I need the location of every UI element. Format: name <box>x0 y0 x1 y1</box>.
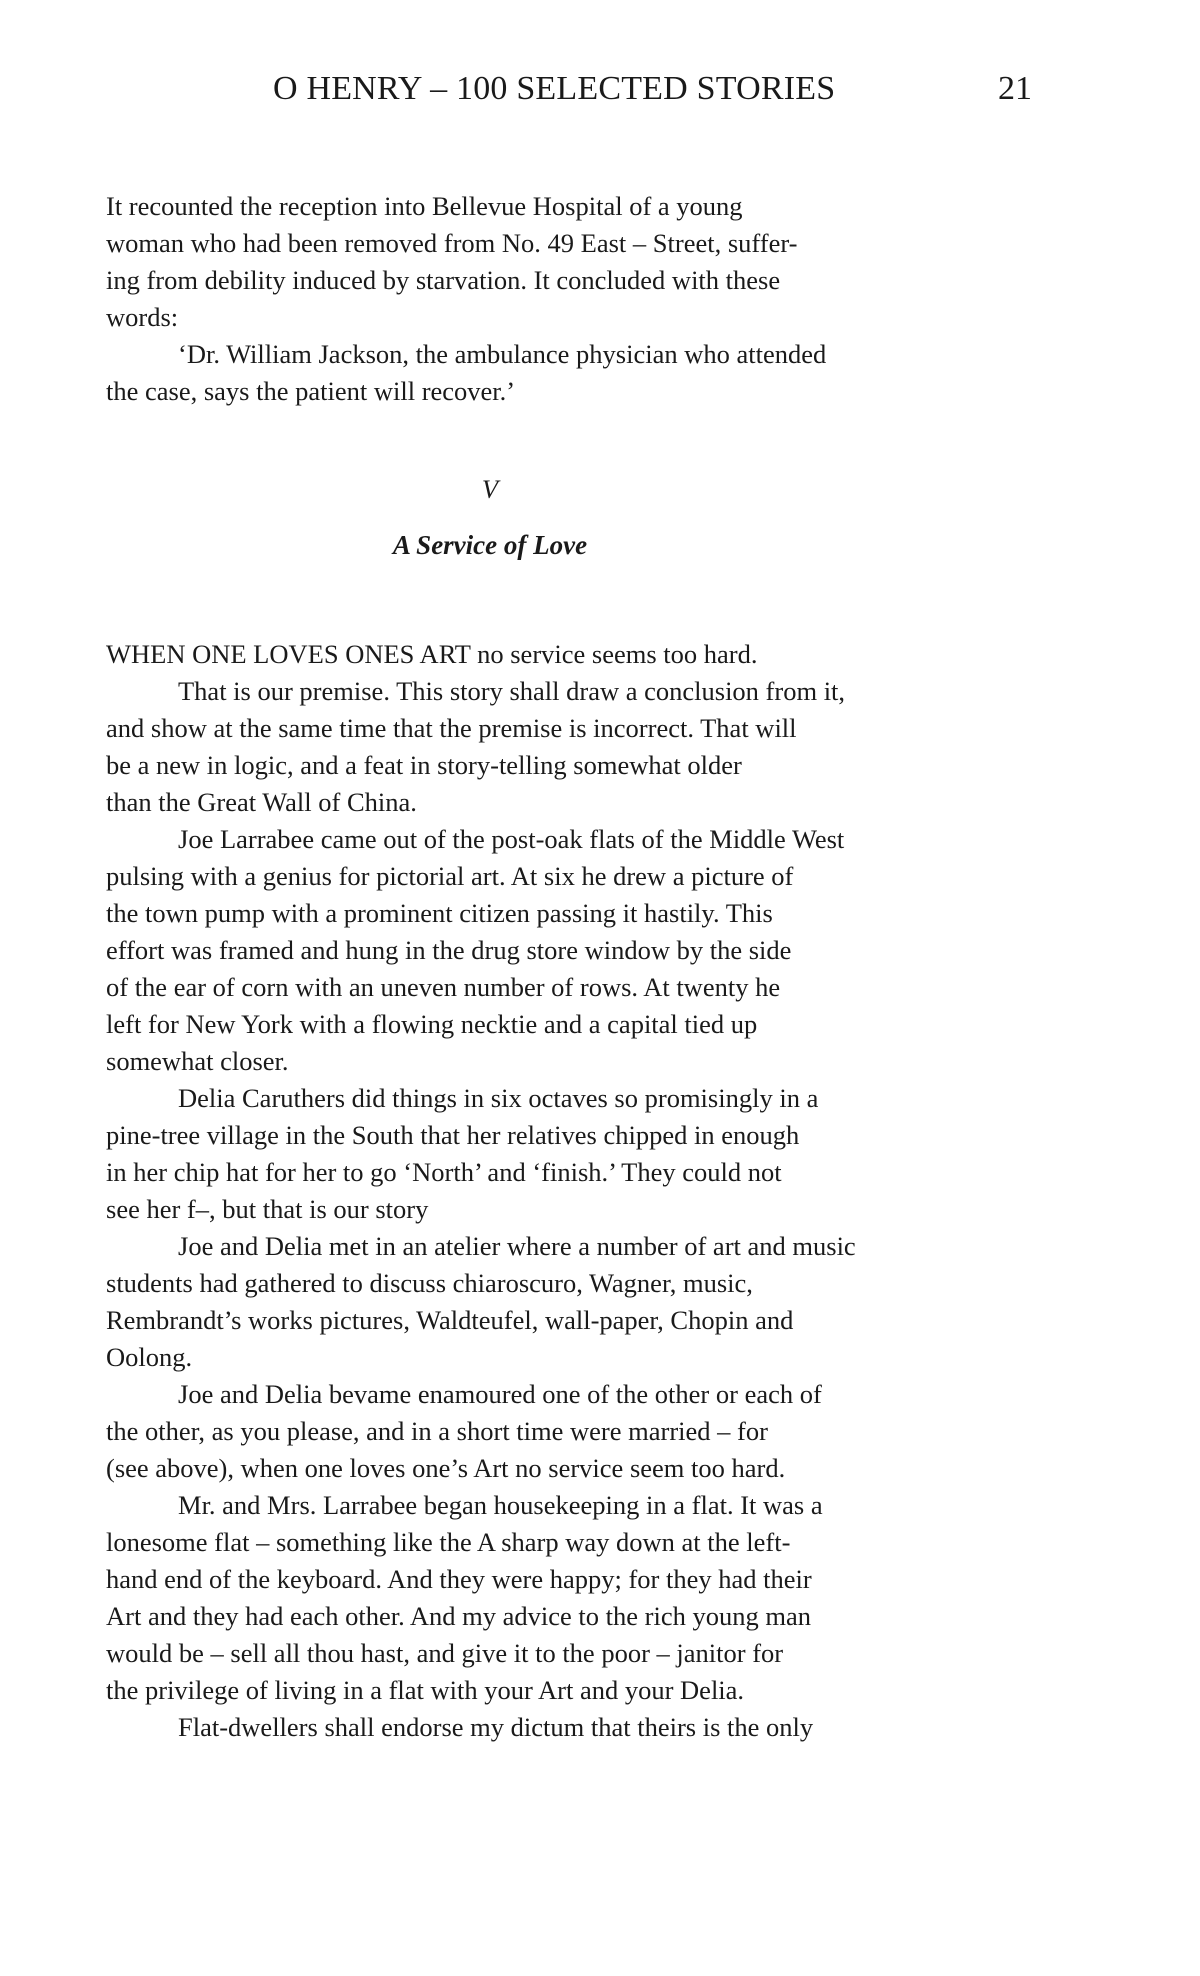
text-line: Rembrandt’s works pictures, Waldteufel, wall-paper, Chopin and <box>106 1305 794 1335</box>
text-line: be a new in logic, and a feat in story-telling somewhat older <box>106 750 742 780</box>
chapter-title: A Service of Love <box>392 530 588 560</box>
story-text <box>106 636 906 1746</box>
text-line: students had gathered to discuss chiaroscuro, Wagner, music, <box>106 1268 753 1298</box>
text-line: Joe Larrabee came out of the post-oak flats of the Middle West <box>178 824 845 854</box>
text-line: the privilege of living in a flat with your Art and your Delia. <box>106 1675 745 1705</box>
text-line: the other, as you please, and in a short time were married – for <box>106 1416 768 1446</box>
page-number: 21 <box>998 70 1032 107</box>
previous-story-ending <box>106 188 906 410</box>
text-line: effort was framed and hung in the drug store window by the side <box>106 935 792 965</box>
text-line: It recounted the reception into Bellevue Hospital of a young <box>106 191 743 221</box>
text-line: somewhat closer. <box>106 1046 289 1076</box>
text-line: (see above), when one loves one’s Art no service seem too hard. <box>106 1453 786 1483</box>
text-line: Art and they had each other. And my advice to the rich young man <box>106 1601 811 1631</box>
text-line: the town pump with a prominent citizen passing it hastily. This <box>106 898 773 928</box>
text-line: Mr. and Mrs. Larrabee began housekeeping in a flat. It was a <box>178 1490 823 1520</box>
text-line: woman who had been removed from No. 49 East – Street, suffer- <box>106 228 798 258</box>
text-line: Oolong. <box>106 1342 193 1372</box>
chapter-number: V <box>481 474 499 504</box>
text-line: of the ear of corn with an uneven number of rows. At twenty he <box>106 972 781 1002</box>
text-line: would be – sell all thou hast, and give it to the poor – janitor for <box>106 1638 784 1668</box>
text-line: pine-tree village in the South that her relatives chipped in enough <box>106 1120 800 1150</box>
text-line: lonesome flat – something like the A sharp way down at the left- <box>106 1527 791 1557</box>
text-line: words: <box>106 302 179 332</box>
text-line: than the Great Wall of China. <box>106 787 417 817</box>
text-line: WHEN ONE LOVES ONES ART no service seems too hard. <box>106 639 758 669</box>
text-line: in her chip hat for her to go ‘North’ and ‘finish.’ They could not <box>106 1157 782 1187</box>
running-header <box>0 70 1200 114</box>
text-line: Delia Caruthers did things in six octaves so promisingly in a <box>178 1083 819 1113</box>
text-line: hand end of the keyboard. And they were happy; for they had their <box>106 1564 812 1594</box>
text-line: Joe and Delia met in an atelier where a number of art and music <box>178 1231 856 1261</box>
text-line: the case, says the patient will recover.’ <box>106 376 516 406</box>
text-line: and show at the same time that the premise is incorrect. That will <box>106 713 797 743</box>
text-line: Joe and Delia bevame enamoured one of the other or each of <box>178 1379 822 1409</box>
text-line: left for New York with a flowing necktie and a capital tied up <box>106 1009 758 1039</box>
text-line: ‘Dr. William Jackson, the ambulance physician who attended <box>178 339 827 369</box>
text-line: see her f–, but that is our story <box>106 1194 429 1224</box>
text-line: ing from debility induced by starvation. It concluded with these <box>106 265 781 295</box>
running-title: O HENRY – 100 SELECTED STORIES <box>273 70 836 107</box>
text-line: Flat-dwellers shall endorse my dictum that theirs is the only <box>178 1712 814 1742</box>
text-line: pulsing with a genius for pictorial art. At six he drew a picture of <box>106 861 794 891</box>
text-line: That is our premise. This story shall draw a conclusion from it, <box>178 676 846 706</box>
